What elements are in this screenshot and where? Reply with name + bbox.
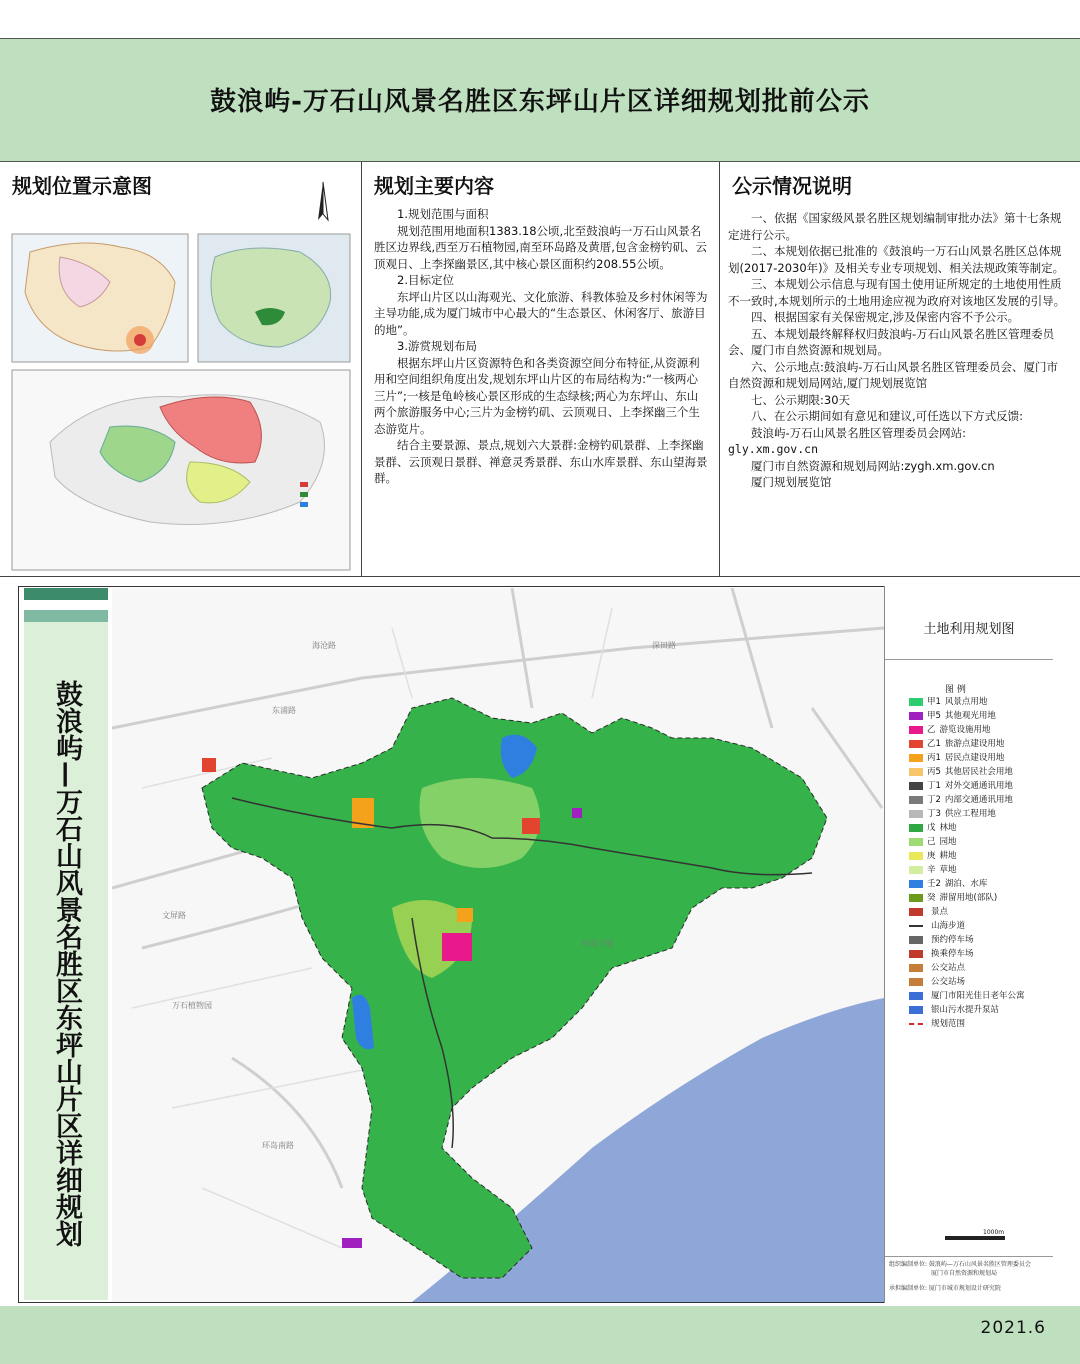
legend-swatch xyxy=(909,726,923,734)
legend-label: 耕地 xyxy=(939,851,957,861)
content-paragraph: 规划范围用地面积1383.18公顷,北至鼓浪屿一万石山风景名胜区边界线,西至万石植物园,南至环岛路及黄厝,包含金榜钓矶、云顶观日、上李探幽景区,其中核心景区面积约208.55公顷。 xyxy=(374,223,707,271)
content-heading: 规划主要内容 xyxy=(374,174,494,198)
legend-label: 公交站点 xyxy=(931,963,966,973)
legend-swatch xyxy=(909,712,923,720)
legend-code: 壬2 xyxy=(927,879,941,889)
legend-item xyxy=(909,809,996,819)
scale-bar xyxy=(945,1236,1005,1240)
legend-code: 甲5 xyxy=(927,711,941,721)
legend-label: 景点 xyxy=(931,907,949,917)
legend-label: 游览设施用地 xyxy=(939,725,991,735)
map-title: 土地利用规划图 xyxy=(923,622,1015,637)
legend-label: 换乘停车场 xyxy=(931,949,974,959)
legend-swatch xyxy=(909,796,923,804)
road-label: 环岛南路 xyxy=(262,1141,294,1150)
content-paragraph: 2.目标定位 xyxy=(397,273,454,287)
notice-paragraph: 四、根据国家有关保密规定,涉及保密内容不予公示。 xyxy=(751,310,1020,324)
legend-item xyxy=(909,851,957,861)
legend-label: 内部交通通讯用地 xyxy=(944,795,1013,805)
legend-label: 山海步道 xyxy=(931,921,966,931)
notice-paragraph: 厦门规划展览馆 xyxy=(751,475,832,489)
legend-code: 丙5 xyxy=(927,767,941,777)
land-use-map xyxy=(112,588,884,1302)
notice-paragraph: 八、在公示期间如有意见和建议,可任选以下方式反馈: xyxy=(751,409,1024,423)
footer-band xyxy=(0,1306,1080,1364)
scale-label: 1000m xyxy=(983,1229,1005,1236)
road-label: 海沧路 xyxy=(312,641,336,650)
notice-heading: 公示情况说明 xyxy=(732,174,852,198)
legend-swatch xyxy=(909,908,923,916)
legend-label: 风景点用地 xyxy=(944,697,988,707)
road-label: 万石植物园 xyxy=(172,1001,212,1010)
legend-code: 丁2 xyxy=(927,795,941,805)
content-paragraph: 根据东坪山片区资源特色和各类资源空间分布特征,从资源利用和空间组织角度出发,规划东坪山片区的布局结构为:“一核两心三片”;一核是龟岭核心景区形成的生态绿核;两心为东坪山、东山两个旅游服务中心;三片为金榜钓矶、云顶观日、上李探幽三个生态游览片。 xyxy=(374,355,700,436)
legend-item xyxy=(909,893,997,903)
legend-item xyxy=(909,949,974,959)
road-label: 深田路 xyxy=(652,641,676,650)
legend-item xyxy=(909,823,957,833)
legend-item xyxy=(909,879,987,889)
north-arrow-icon xyxy=(318,182,328,220)
legend-label: 草地 xyxy=(939,865,957,875)
legend-code: 丁1 xyxy=(927,781,941,791)
location-heading: 规划位置示意图 xyxy=(12,174,152,198)
legend-label: 对外交通通讯用地 xyxy=(944,781,1013,791)
legend-item xyxy=(909,1019,965,1029)
legend-item xyxy=(909,837,957,847)
credit-line: 承担编制单位: 厦门市城市规划设计研究院 xyxy=(889,1285,1001,1292)
notice-text xyxy=(728,210,1068,491)
legend-label: 园地 xyxy=(939,837,957,847)
legend-code: 丙1 xyxy=(927,753,941,763)
road-label: 文屏路 xyxy=(162,911,186,920)
legend-label: 预约停车场 xyxy=(931,935,974,945)
map-side-title: 鼓浪屿—万石山风景名胜区东坪山片区详细规划 xyxy=(51,680,82,1247)
legend-item xyxy=(909,697,987,707)
legend-label: 旅游点建设用地 xyxy=(944,739,1005,749)
legend-code: 辛 xyxy=(927,865,936,875)
legend-swatch xyxy=(909,824,923,832)
notice-paragraph: 七、公示期限:30天 xyxy=(751,392,851,407)
legend-swatch xyxy=(909,1006,923,1014)
legend-heading: 图 例 xyxy=(945,685,966,695)
legend-label: 林地 xyxy=(939,823,957,833)
legend-swatch xyxy=(909,838,923,846)
legend-item xyxy=(909,963,965,973)
legend-item xyxy=(909,753,1004,763)
road-label: 环岛干道 xyxy=(582,939,614,948)
legend-item xyxy=(909,921,965,931)
divider xyxy=(0,576,1080,577)
location-maps xyxy=(0,162,362,576)
legend-swatch xyxy=(909,782,923,790)
notice-paragraph: 鼓浪屿-万石山风景名胜区管理委员会网站: xyxy=(751,425,967,440)
location-panel xyxy=(0,162,362,576)
date-label: 2021.6 xyxy=(980,1318,1046,1338)
legend-panel xyxy=(884,586,1053,1303)
legend-item xyxy=(909,977,965,987)
legend-swatch xyxy=(909,992,923,1000)
legend-swatch xyxy=(909,950,923,958)
legend-label: 供应工程用地 xyxy=(944,809,996,819)
legend-swatch xyxy=(909,866,923,874)
legend-label: 厦门市阳光佳日老年公寓 xyxy=(931,991,1025,1001)
content-paragraph: 东坪山片区以山海观光、文化旅游、科教体验及乡村休闲等为主导功能,成为厦门城市中心最大的“生态景区、休闲客厅、旅游目的地”。 xyxy=(374,289,708,337)
credit-line: 组织编制单位: 鼓浪屿—万石山风景名胜区管理委员会 xyxy=(889,1261,1031,1268)
legend-swatch xyxy=(909,964,923,972)
content-panel xyxy=(362,162,720,576)
legend-swatch xyxy=(909,880,923,888)
legend-swatch xyxy=(909,925,923,927)
legend-code: 庚 xyxy=(927,851,936,861)
content-paragraph: 结合主要景源、景点,规划六大景群:金榜钓矶景群、上李探幽景群、云顶观日景群、禅意灵秀景群、东山水库景群、东山望海景群。 xyxy=(374,438,708,485)
notice-paragraph: 五、本规划最终解释权归鼓浪屿-万石山风景名胜区管理委员会、厦门市自然资源和规划局。 xyxy=(728,326,1055,357)
legend-swatch xyxy=(909,698,923,706)
legend-code: 乙1 xyxy=(927,739,941,749)
legend-item xyxy=(909,991,1025,1001)
legend-label: 居民点建设用地 xyxy=(944,753,1005,763)
legend-code: 戊 xyxy=(927,823,936,833)
legend-swatch xyxy=(909,768,923,776)
legend-label: 其他居民社会用地 xyxy=(944,767,1013,777)
notice-paragraph: 六、公示地点:鼓浪屿-万石山风景名胜区管理委员会、厦门市自然资源和规划局网站,厦门规划展览馆 xyxy=(728,359,1059,390)
notice-paragraph: 一、依据《国家级风景名胜区规划编制审批办法》第十七条规定进行公示。 xyxy=(728,211,1062,242)
notice-paragraph: 二、本规划依据已批准的《鼓浪屿一万石山风景名胜区总体规划(2017-2030年)》及相关专业专项规划、相关法规政策等制定。 xyxy=(728,244,1065,275)
legend-swatch xyxy=(909,978,923,986)
legend-label: 湖泊、水库 xyxy=(944,879,988,889)
legend-item xyxy=(909,1005,999,1015)
legend-swatch xyxy=(909,754,923,762)
legend-code: 癸 xyxy=(927,893,936,903)
credits xyxy=(889,1260,1049,1293)
content-paragraph: 1.规划范围与面积 xyxy=(397,207,489,221)
legend-swatch xyxy=(909,810,923,818)
legend-code: 乙 xyxy=(927,725,936,735)
legend-label: 规划范围 xyxy=(931,1019,966,1029)
legend-label: 滞留用地(部队) xyxy=(939,893,998,903)
legend-swatch xyxy=(909,894,923,902)
content-paragraph: 3.游赏规划布局 xyxy=(397,339,477,353)
road-label: 东浦路 xyxy=(272,706,296,715)
legend-item xyxy=(909,711,996,721)
legend-swatch xyxy=(909,740,923,748)
page-title: 鼓浪屿-万石山风景名胜区东坪山片区详细规划批前公示 xyxy=(210,87,870,117)
credit-line: 厦门市自然资源和规划局 xyxy=(931,1270,998,1277)
legend-item xyxy=(909,935,974,945)
legend-label: 公交站场 xyxy=(931,977,966,987)
notice-paragraph: 三、本规划公示信息与现有国土使用证所规定的土地使用性质不一致时,本规划所示的土地用途应视为政府对该地区发展的引导。 xyxy=(728,277,1066,308)
content-text xyxy=(374,206,709,487)
notice-paragraph: 厦门市自然资源和规划局网站:zygh.xm.gov.cn xyxy=(751,458,995,473)
legend-swatch xyxy=(909,852,923,860)
legend-item xyxy=(909,795,1013,805)
legend-item xyxy=(909,781,1013,791)
notice-panel xyxy=(720,162,1080,576)
legend-code: 丁3 xyxy=(927,809,941,819)
map-side-strip xyxy=(24,588,108,1300)
legend-label: 其他观光用地 xyxy=(944,711,996,721)
title-banner xyxy=(0,38,1080,162)
legend-item xyxy=(909,725,991,735)
legend-item xyxy=(909,739,1004,749)
legend-swatch xyxy=(909,1023,923,1025)
legend-item xyxy=(909,767,1013,777)
notice-url: gly.xm.gov.cn xyxy=(728,442,819,456)
legend-item xyxy=(909,907,948,917)
legend-item xyxy=(909,865,957,875)
legend-swatch xyxy=(909,936,923,944)
legend-code: 己 xyxy=(927,837,936,847)
legend-code: 甲1 xyxy=(927,697,941,707)
legend-label: 银山污水提升泵站 xyxy=(931,1005,1000,1015)
